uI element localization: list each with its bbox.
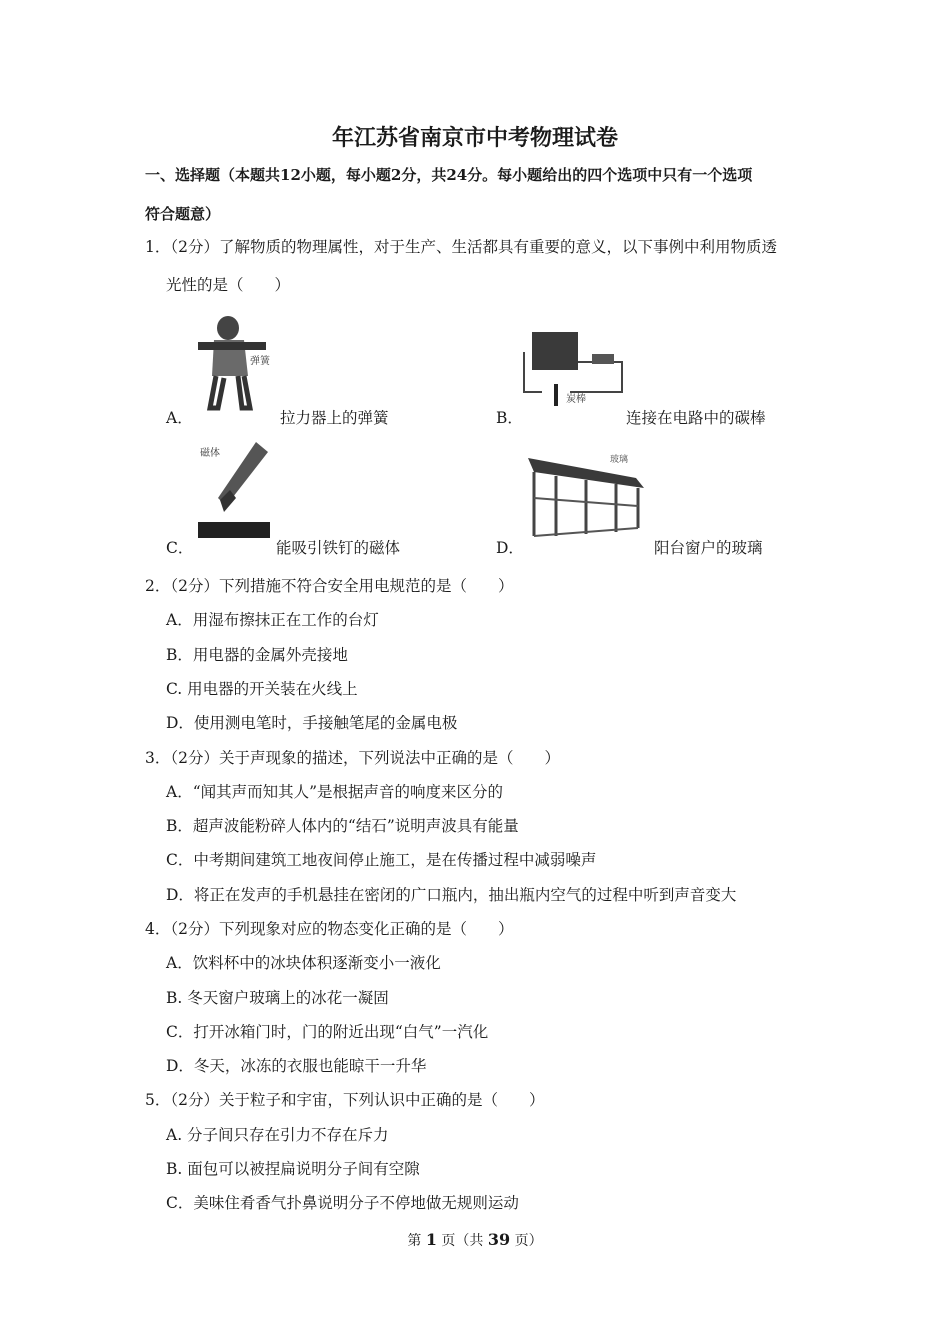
q1-option-c-text: 能吸引铁钉的磁体 [276,539,401,557]
q1-option-c-letter: C． [166,539,194,557]
current-page-number: 1 [425,1230,437,1249]
question-5-stem: 5．（2分）关于粒子和宇宙，下列认识中正确的是（ ） [145,1091,545,1109]
question-3-stem: 3．（2分）关于声现象的描述，下列说法中正确的是（ ） [145,749,560,767]
total-pages: 39 [487,1230,511,1249]
q4-option-b: B. 冬天窗户玻璃上的冰花一凝固 [166,989,389,1007]
footer-suffix: 页） [510,1233,543,1249]
q2-option-c: C. 用电器的开关装在火线上 [166,680,358,698]
iron-base [198,522,270,538]
spring-bar [198,342,266,350]
question-1-stem-line1: 1．（2分）了解物质的物理属性，对于生产、生活都具有重要的意义，以下事例中利用物质透 [145,238,777,256]
q2-option-b: B．用电器的金属外壳接地 [166,646,348,664]
balcony-window-image [526,448,648,540]
q4-option-a: A．饮料杯中的冰块体积逐渐变小一液化 [166,954,441,972]
page-title: 年江苏省南京市中考物理试卷 [331,125,618,151]
magnet-caption: 磁体 [200,448,220,459]
q3-option-a: A．“闻其声而知其人”是根据声音的响度来区分的 [166,783,504,801]
q1-option-b-text: 连接在电路中的碳棒 [626,409,766,427]
q5-option-a: A. 分子间只存在引力不存在斥力 [166,1126,389,1144]
q1-option-b-letter: B． [496,409,523,427]
person-legs [210,376,250,408]
q5-option-b: B. 面包可以被捏扁说明分子间有空隙 [166,1160,420,1178]
q5-option-c: C．美味住肴香气扑鼻说明分子不停地做无规则运动 [166,1194,519,1212]
q1-option-d-text: 阳台窗户的玻璃 [654,539,763,557]
spring-caption: 弹簧 [250,356,270,367]
carbon-rod-circuit-image [520,322,630,414]
page-footer [0,1230,950,1250]
carbon-rod-caption: 炭棒 [566,394,586,405]
person-head [217,316,239,340]
battery-box [532,332,578,370]
section-heading-line2: 符合题意） [145,205,221,223]
bulb-holder [592,354,614,364]
footer-prefix: 第 [407,1233,426,1249]
question-4-stem: 4．（2分）下列现象对应的物态变化正确的是（ ） [145,920,514,938]
q1-option-d-letter: D． [496,539,524,557]
glass-caption: 玻璃 [610,455,629,465]
q3-option-c: C．中考期间建筑工地夜间停止施工，是在传播过程中减弱噪声 [166,851,597,869]
q4-option-c: C．打开冰箱门时，门的附近出现“白气”一汽化 [166,1023,489,1041]
q2-option-a: A．用湿布擦抹正在工作的台灯 [166,611,379,629]
section-heading-line1: 一、选择题（本题共12小题，每小题2分，共24分。每小题给出的四个选项中只有一个选项 [145,166,753,184]
q1-option-a-text: 拉力器上的弹簧 [280,409,389,427]
q4-option-d: D．冬天，冰冻的衣服也能晾干一升华 [166,1057,427,1075]
question-2-stem: 2．（2分）下列措施不符合安全用电规范的是（ ） [145,577,514,595]
question-1-stem-line2: 光性的是（ ） [166,276,291,294]
q1-option-a-letter: A． [166,409,193,427]
spring-exerciser-image [196,306,276,416]
carbon-rod [554,384,558,406]
footer-middle: 页（共 [436,1233,488,1249]
q3-option-d: D．将正在发声的手机悬挂在密闭的广口瓶内，抽出瓶内空气的过程中听到声音变大 [166,886,737,904]
magnet-image [196,436,276,542]
q3-option-b: B．超声波能粉碎人体内的“结石”说明声波具有能量 [166,817,519,835]
q2-option-d: D．使用测电笔时，手接触笔尾的金属电极 [166,714,458,732]
